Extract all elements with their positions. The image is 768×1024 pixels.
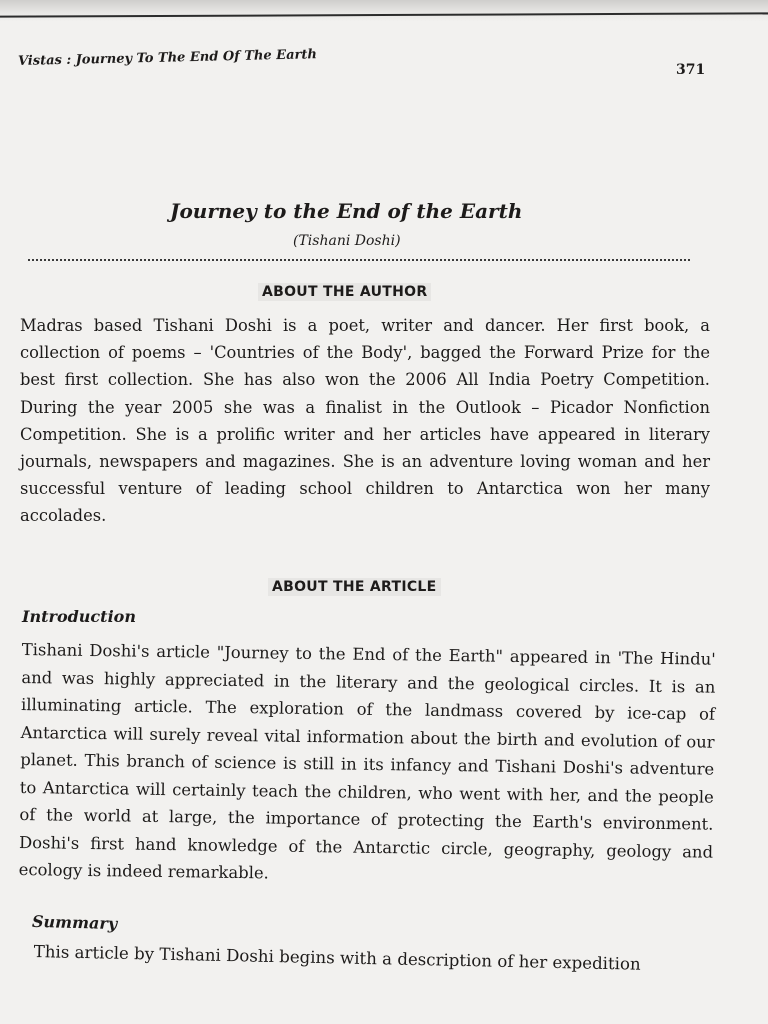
summary-heading: Summary [31, 911, 118, 934]
article-title: Journey to the End of the Earth [170, 199, 523, 223]
about-author-heading: ABOUT THE AUTHOR [258, 283, 431, 301]
introduction-paragraph: Tishani Doshi's article "Journey to the End of the Earth" appeared in 'The Hindu' and was highly appreciated in the literary and the geological circles. It is an illuminating article. The exploration of the landmass covered by ice-cap of Antarctica will surely reveal vital information about the birth and evolution of our planet. This branch of science is still in its infancy and Tishani Doshi's adventure to Antarctica will certainly teach the children, who went with her, and the people of the world at large, the importance of protecting the Earth's environment. Doshi's first hand knowledge of the Antarctic circle, geography, geology and ecology is indeed remarkable. [18, 639, 716, 883]
summary-paragraph: This article by Tishani Doshi begins with a description of her expedition [33, 942, 641, 974]
introduction-heading: Introduction [22, 607, 136, 626]
dotted-divider [28, 259, 690, 261]
about-author-paragraph: Madras based Tishani Doshi is a poet, writer and dancer. Her first book, a collection of poems – 'Countries of the Body', bagged the Forward Prize for the best first collection. She has also won the 2006 All India Poetry Competition. During the year 2005 she was a finalist in the Outlook – Picador Nonfiction Competition. She is a prolific writer and her articles have appeared in literary journals, newspapers and magazines. She is an adventure loving woman and her successful venture of leading school children to Antarctica won her many accolades. [20, 316, 710, 526]
running-head: Vistas : Journey To The End Of The Earth [17, 47, 318, 69]
article-author: (Tishani Doshi) [293, 233, 401, 249]
about-article-heading: ABOUT THE ARTICLE [268, 578, 441, 596]
page-number: 371 [676, 62, 706, 78]
